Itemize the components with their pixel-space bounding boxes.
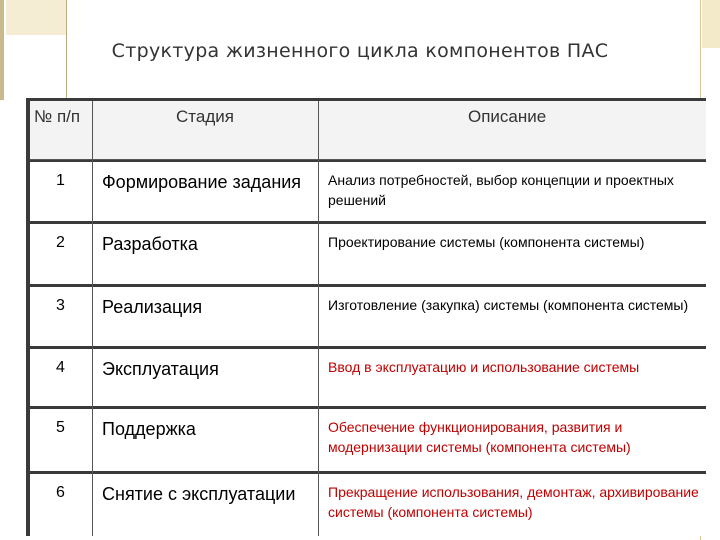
row-description: Прекращение использования, демонтаж, архивирование системы (компонента системы): [328, 484, 699, 520]
grid-line: [92, 101, 93, 536]
row-stage: Формирование задания: [102, 172, 302, 192]
row-stage: Эксплуатация: [102, 359, 219, 379]
table-row: [30, 349, 706, 406]
row-number: 1: [56, 172, 65, 189]
table-row: [30, 287, 706, 346]
header-description: Описание: [468, 107, 547, 126]
row-stage: Разработка: [102, 234, 198, 254]
table-row: [30, 474, 706, 536]
row-description: Проектирование системы (компонента системы): [328, 234, 645, 250]
table-row: [30, 409, 706, 471]
row-number: 4: [56, 359, 65, 376]
slide-title: Структура жизненного цикла компонентов ПАС: [111, 40, 609, 62]
grid-line: [30, 159, 706, 160]
grid-line: [318, 101, 319, 536]
row-number: 6: [56, 484, 65, 501]
row-stage: Снятие с эксплуатации: [102, 484, 296, 504]
table-header: [30, 101, 706, 159]
table-row: [30, 224, 706, 284]
row-description: Обеспечение функционирования, развития и модернизации системы (компонента системы): [328, 419, 631, 455]
table-row: [30, 162, 706, 221]
row-stage: Поддержка: [102, 419, 196, 439]
row-description: Ввод в эксплуатацию и использование системы: [328, 359, 640, 375]
row-number: 3: [56, 297, 65, 314]
row-stage: Реализация: [102, 297, 203, 317]
row-description: Анализ потребностей, выбор концепции и проектных решений: [328, 172, 674, 208]
header-num: № п/п: [34, 107, 81, 126]
row-description: Изготовление (закупка) системы (компонента системы): [328, 297, 689, 313]
header-stage: Стадия: [176, 107, 234, 126]
row-number: 2: [56, 234, 65, 251]
row-number: 5: [56, 419, 65, 436]
